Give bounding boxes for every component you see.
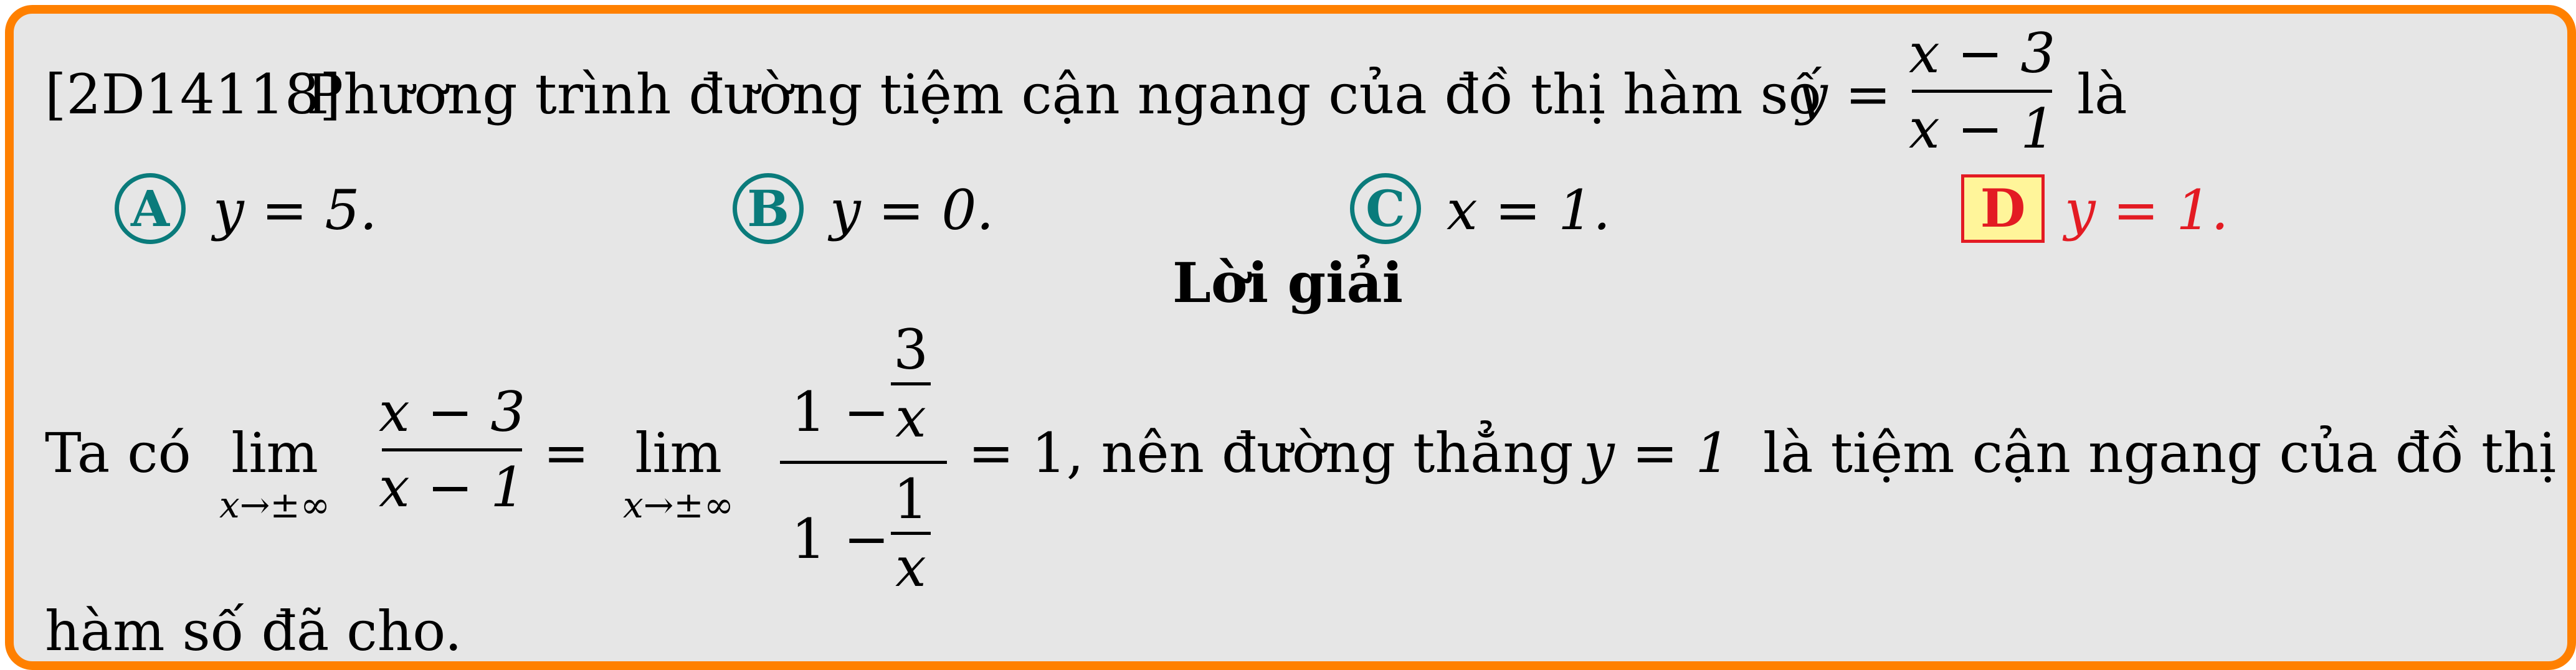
choice-c-marker[interactable]: C — [1350, 173, 1421, 244]
question-fn-numerator: x − 3 — [1909, 21, 2056, 85]
solution-last-line: hàm số đã cho. — [45, 599, 462, 663]
choice-d-content: y = 1. — [2065, 178, 2229, 242]
choice-d-marker[interactable]: D — [1961, 174, 2045, 243]
frac2-num-prefix: 1 − — [791, 380, 890, 444]
choice-a-marker[interactable]: A — [115, 173, 186, 244]
frac1-denominator: x − 1 — [379, 455, 526, 519]
limit-1 — [219, 421, 331, 526]
frac2-den-top: 1 — [893, 467, 928, 531]
solution-result: = 1, nên đường thẳng — [968, 421, 1574, 485]
choice-b-content: y = 0. — [830, 178, 994, 242]
choice-a-content: y = 5. — [213, 178, 378, 242]
solution-intro: Ta có — [45, 421, 191, 485]
limit-2 — [623, 421, 734, 526]
frac2-den-prefix: 1 − — [791, 507, 890, 571]
question-tail: là — [2077, 62, 2127, 126]
question-text: Phương trình đường tiệm cận ngang của đồ thị hàm số — [307, 62, 1822, 126]
limit-2-sub: x→±∞ — [623, 484, 734, 526]
frac2-den-bottom: x — [895, 535, 926, 599]
solution-fraction-1 — [379, 380, 526, 519]
limit-1-sub: x→±∞ — [219, 484, 331, 526]
question-card — [5, 5, 2576, 670]
limit-2-word: lim — [635, 421, 722, 485]
question-fn-lhs: y = — [1797, 62, 1891, 126]
question-code: [2D14118] — [45, 62, 341, 126]
solution-line-eq: y = 1 — [1584, 421, 1731, 485]
fraction-bar — [1912, 90, 2052, 93]
solution-result-tail: là tiệm cận ngang của đồ thị — [1763, 421, 2557, 485]
choice-b-marker[interactable]: B — [733, 173, 804, 244]
solution-heading: Lời giải — [1172, 250, 1404, 315]
frac2-den-fraction — [891, 467, 931, 599]
frac2-num-top: 3 — [893, 318, 928, 382]
fraction-main-bar — [780, 461, 947, 464]
question-fraction — [1909, 21, 2056, 161]
frac1-numerator: x − 3 — [379, 380, 526, 444]
frac2-num-bottom: x — [895, 385, 926, 450]
fraction-bar — [382, 448, 522, 451]
choice-c-content: x = 1. — [1447, 178, 1611, 242]
solution-equals: = — [543, 421, 589, 485]
question-fn-denominator: x − 1 — [1909, 97, 2056, 161]
limit-1-word: lim — [231, 421, 318, 485]
frac2-num-fraction — [891, 318, 931, 450]
